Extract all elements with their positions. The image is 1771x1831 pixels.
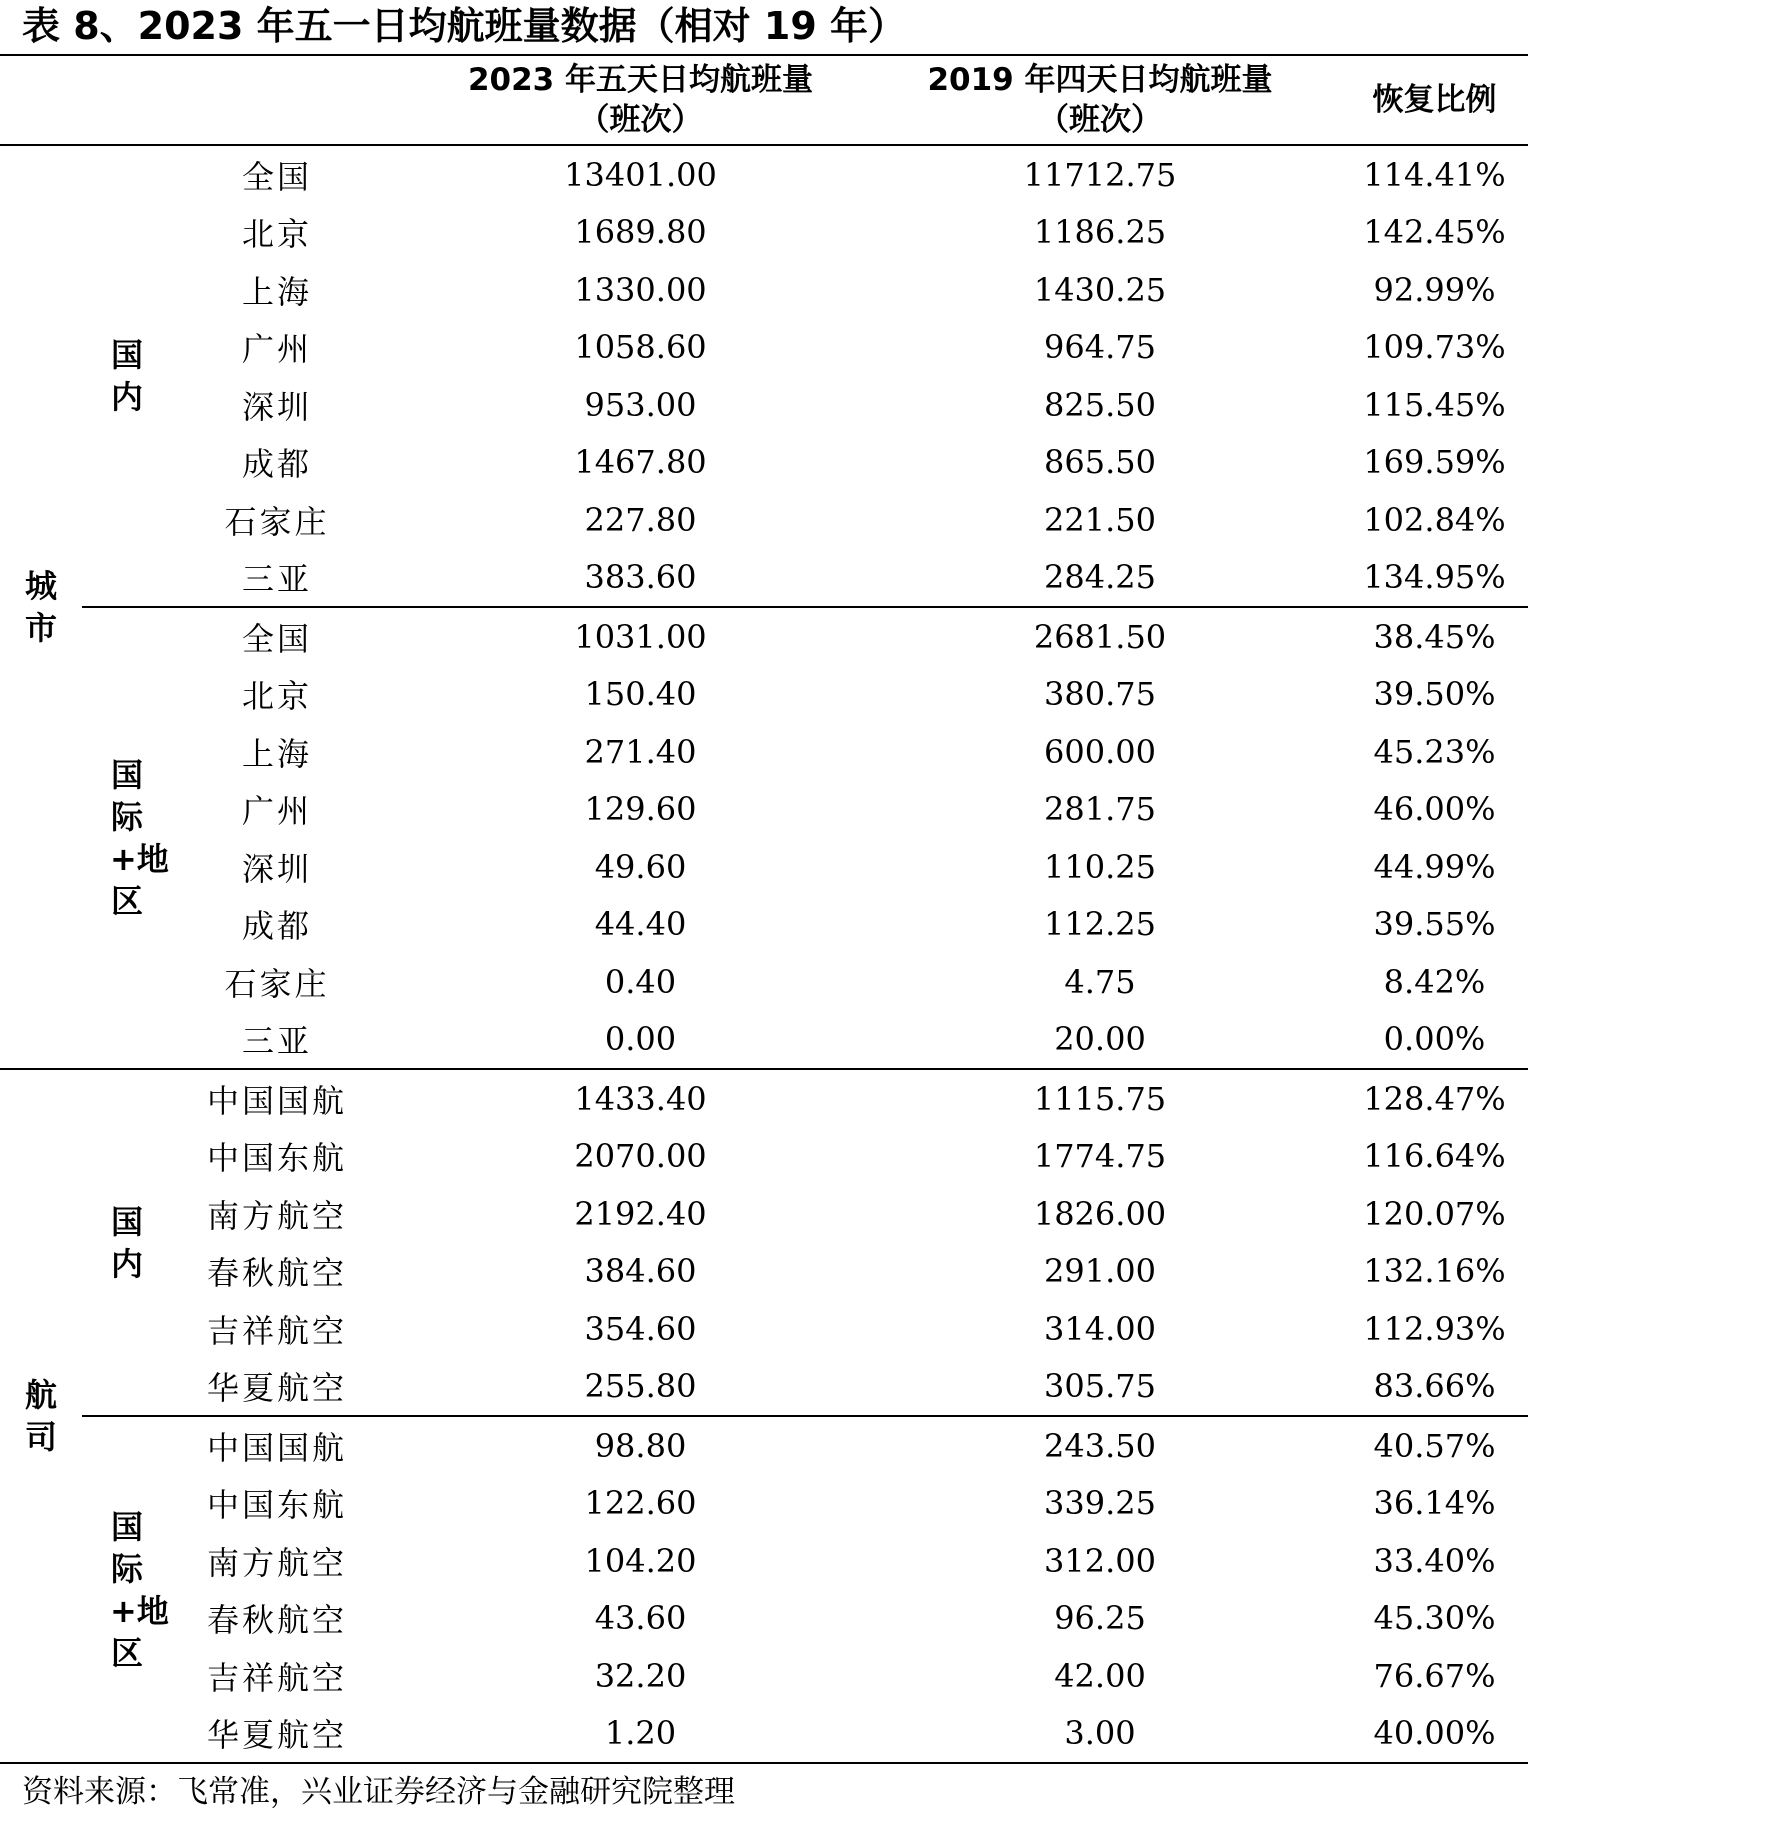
table-row xyxy=(0,1475,1528,1533)
value-2019: 96.25 xyxy=(1054,1599,1146,1638)
header-blank xyxy=(0,55,422,145)
table-header xyxy=(0,55,1528,145)
subgroup-label-text: 国际+地区 xyxy=(110,1507,169,1672)
row-name: 深圳 xyxy=(241,387,312,426)
recovery-ratio: 120.07% xyxy=(1363,1194,1506,1233)
value-2019: 314.00 xyxy=(1044,1309,1156,1348)
header-2019-line2: （班次） xyxy=(1038,102,1162,138)
recovery-ratio: 45.23% xyxy=(1373,732,1496,771)
value-2019: 20.00 xyxy=(1054,1020,1146,1059)
subgroup-label xyxy=(82,145,172,607)
value-2023: 354.60 xyxy=(584,1309,697,1348)
group-label xyxy=(0,145,82,1069)
row-name: 南方航空 xyxy=(206,1196,347,1235)
header-2023 xyxy=(422,55,859,145)
recovery-ratio: 36.14% xyxy=(1373,1484,1496,1523)
row-name: 全国 xyxy=(241,157,312,196)
recovery-ratio: 169.59% xyxy=(1363,443,1506,482)
recovery-ratio: 114.41% xyxy=(1363,155,1506,194)
header-2019 xyxy=(859,55,1341,145)
value-2019: 11712.75 xyxy=(1023,155,1177,194)
row-name: 中国东航 xyxy=(206,1139,347,1178)
subgroup-label xyxy=(82,1416,172,1763)
recovery-ratio: 0.00% xyxy=(1383,1020,1486,1059)
table-row xyxy=(0,1185,1528,1243)
table-row xyxy=(0,1011,1528,1070)
row-name: 三亚 xyxy=(241,560,312,599)
recovery-ratio: 128.47% xyxy=(1341,1069,1528,1128)
recovery-ratio: 115.45% xyxy=(1363,385,1506,424)
value-2019: 110.25 xyxy=(1044,847,1156,886)
recovery-ratio: 132.16% xyxy=(1363,1252,1506,1291)
table-row xyxy=(0,1300,1528,1358)
table-row xyxy=(0,666,1528,724)
value-2019: 221.50 xyxy=(1044,500,1156,539)
value-2023: 150.40 xyxy=(584,675,697,714)
row-name: 石家庄 xyxy=(224,964,330,1003)
value-2023: 0.40 xyxy=(604,962,677,1001)
table-row xyxy=(0,723,1528,781)
subgroup-label-text: 国内 xyxy=(110,336,143,416)
table-row xyxy=(0,1532,1528,1590)
value-2023: 384.60 xyxy=(584,1252,697,1291)
value-2019: 4.75 xyxy=(1064,962,1136,1001)
table-row xyxy=(0,1128,1528,1186)
row-name: 北京 xyxy=(241,215,312,254)
subgroup-label-text: 国际+地区 xyxy=(110,756,169,920)
recovery-ratio: 45.30% xyxy=(1373,1599,1496,1638)
value-2023: 1433.40 xyxy=(422,1069,859,1128)
value-2023: 255.80 xyxy=(584,1367,697,1406)
value-2019: 112.25 xyxy=(1044,905,1156,944)
value-2023: 122.60 xyxy=(584,1484,697,1523)
table-row xyxy=(0,204,1528,262)
table-row xyxy=(0,953,1528,1011)
table-body xyxy=(0,145,1528,1763)
subgroup-label-text: 国内 xyxy=(110,1202,143,1283)
value-2023: 104.20 xyxy=(584,1541,697,1580)
row-name: 广州 xyxy=(241,330,312,369)
value-2019: 312.00 xyxy=(1044,1541,1156,1580)
value-2023: 383.60 xyxy=(584,558,697,597)
row-name: 吉祥航空 xyxy=(206,1658,347,1697)
value-2023: 1330.00 xyxy=(574,270,707,309)
value-2019: 1826.00 xyxy=(1033,1194,1167,1233)
group-label-text: 城市 xyxy=(24,567,57,647)
value-2023: 271.40 xyxy=(584,732,697,771)
recovery-ratio: 112.93% xyxy=(1363,1309,1506,1348)
recovery-ratio: 102.84% xyxy=(1363,500,1506,539)
row-name: 北京 xyxy=(241,677,312,716)
row-name: 三亚 xyxy=(241,1022,312,1061)
table-row xyxy=(0,1069,1528,1128)
table-row xyxy=(0,376,1528,434)
value-2023: 1058.60 xyxy=(574,328,707,367)
table-row xyxy=(0,781,1528,839)
value-2023: 32.20 xyxy=(594,1656,687,1695)
value-2023: 1689.80 xyxy=(574,213,707,252)
recovery-ratio: 39.55% xyxy=(1373,905,1496,944)
table-row xyxy=(0,1243,1528,1301)
recovery-ratio: 44.99% xyxy=(1373,847,1496,886)
value-2019: 305.75 xyxy=(1044,1367,1156,1406)
row-name: 春秋航空 xyxy=(206,1601,347,1640)
row-name: 石家庄 xyxy=(224,502,330,541)
group-label-text: 航司 xyxy=(24,1376,57,1456)
value-2019: 339.25 xyxy=(1044,1484,1156,1523)
value-2023: 227.80 xyxy=(584,500,697,539)
value-2023: 953.00 xyxy=(584,385,697,424)
row-name: 华夏航空 xyxy=(206,1369,347,1408)
subgroup-label xyxy=(82,607,172,1069)
table-row xyxy=(0,261,1528,319)
header-2023-line2: （班次） xyxy=(578,102,703,138)
value-2019: 284.25 xyxy=(1044,558,1156,597)
row-name: 中国国航 xyxy=(172,1069,422,1128)
recovery-ratio: 76.67% xyxy=(1373,1656,1496,1695)
value-2023: 13401.00 xyxy=(564,155,717,194)
source-note: 资料来源：飞常准，兴业证券经济与金融研究院整理 xyxy=(22,1774,735,1810)
value-2019: 380.75 xyxy=(1044,675,1156,714)
value-2019: 42.00 xyxy=(1054,1656,1146,1695)
recovery-ratio: 142.45% xyxy=(1363,213,1506,252)
subgroup-label xyxy=(82,1069,172,1416)
row-name: 成都 xyxy=(241,445,312,484)
recovery-ratio: 116.64% xyxy=(1363,1137,1506,1176)
value-2019: 291.00 xyxy=(1044,1252,1156,1291)
value-2023: 2192.40 xyxy=(574,1194,707,1233)
recovery-ratio: 134.95% xyxy=(1363,558,1506,597)
row-name: 广州 xyxy=(241,792,312,831)
value-2019: 1115.75 xyxy=(859,1069,1341,1128)
value-2019: 1430.25 xyxy=(1033,270,1167,309)
recovery-ratio: 109.73% xyxy=(1363,328,1506,367)
row-name: 成都 xyxy=(241,907,312,946)
table-row xyxy=(0,1358,1528,1417)
table-row xyxy=(0,145,1528,204)
value-2023: 1.20 xyxy=(604,1714,677,1753)
recovery-ratio: 40.00% xyxy=(1373,1714,1496,1753)
recovery-ratio: 40.57% xyxy=(1341,1416,1528,1475)
table-row xyxy=(0,607,1528,666)
table-title: 表 8、2023 年五一日均航班量数据（相对 19 年） xyxy=(22,4,907,48)
value-2023: 1031.00 xyxy=(422,607,859,666)
value-2019: 600.00 xyxy=(1044,732,1156,771)
value-2023: 44.40 xyxy=(594,905,687,944)
value-2023: 43.60 xyxy=(594,1599,687,1638)
table-row xyxy=(0,434,1528,492)
value-2019: 3.00 xyxy=(1064,1714,1136,1753)
header-ratio: 恢复比例 xyxy=(1341,55,1528,145)
table-row xyxy=(0,838,1528,896)
recovery-ratio: 92.99% xyxy=(1373,270,1496,309)
recovery-ratio: 8.42% xyxy=(1383,962,1486,1001)
recovery-ratio: 38.45% xyxy=(1341,607,1528,666)
recovery-ratio: 83.66% xyxy=(1373,1367,1496,1406)
recovery-ratio: 46.00% xyxy=(1373,790,1496,829)
table-row xyxy=(0,319,1528,377)
value-2023: 0.00 xyxy=(604,1020,677,1059)
row-name: 南方航空 xyxy=(206,1543,347,1582)
table-row xyxy=(0,896,1528,954)
header-2019-line1: 2019 年四天日均航班量 xyxy=(927,62,1273,98)
recovery-ratio: 33.40% xyxy=(1373,1541,1496,1580)
table-row xyxy=(0,1416,1528,1475)
table-row xyxy=(0,491,1528,549)
value-2023: 98.80 xyxy=(422,1416,859,1475)
value-2023: 1467.80 xyxy=(574,443,707,482)
row-name: 中国东航 xyxy=(206,1486,347,1525)
value-2023: 129.60 xyxy=(584,790,697,829)
value-2023: 49.60 xyxy=(594,847,687,886)
group-label xyxy=(0,1069,82,1763)
value-2019: 243.50 xyxy=(859,1416,1341,1475)
value-2023: 2070.00 xyxy=(574,1137,707,1176)
header-2023-line1: 2023 年五天日均航班量 xyxy=(467,62,814,98)
table-row xyxy=(0,1705,1528,1764)
row-name: 春秋航空 xyxy=(206,1254,347,1293)
value-2019: 1186.25 xyxy=(1033,213,1167,252)
value-2019: 825.50 xyxy=(1044,385,1156,424)
table-row xyxy=(0,549,1528,608)
value-2019: 281.75 xyxy=(1044,790,1156,829)
row-name: 深圳 xyxy=(241,849,312,888)
row-name: 上海 xyxy=(241,734,312,773)
row-name: 华夏航空 xyxy=(206,1716,347,1755)
recovery-ratio: 39.50% xyxy=(1373,675,1496,714)
value-2019: 2681.50 xyxy=(859,607,1341,666)
table-row xyxy=(0,1647,1528,1705)
row-name: 中国国航 xyxy=(172,1416,422,1475)
value-2019: 865.50 xyxy=(1044,443,1156,482)
value-2019: 964.75 xyxy=(1044,328,1156,367)
row-name: 全国 xyxy=(172,607,422,666)
row-name: 吉祥航空 xyxy=(206,1311,347,1350)
flight-volume-table xyxy=(0,54,1528,1764)
value-2019: 1774.75 xyxy=(1033,1137,1167,1176)
table-row xyxy=(0,1590,1528,1648)
row-name: 上海 xyxy=(241,272,312,311)
